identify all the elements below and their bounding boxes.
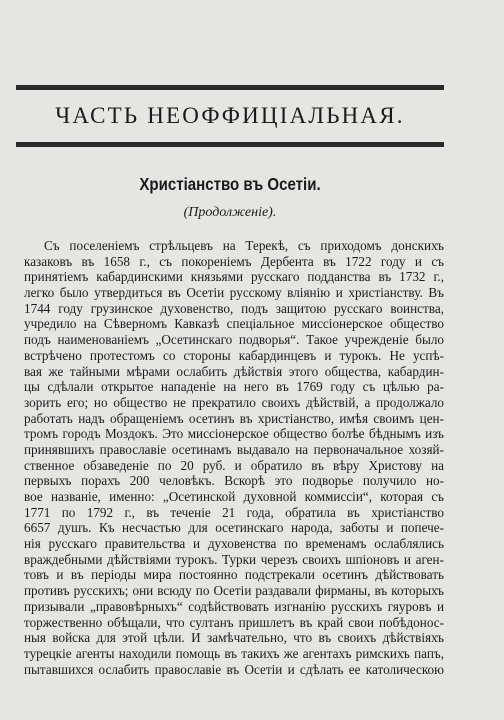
body-line: товъ и въ періоды мира постоянно подстрекали осетинъ дѣйствовать xyxy=(24,567,444,583)
body-line: казаковъ въ 1658 г., съ покореніемъ Дербента въ 1722 году и съ xyxy=(24,253,444,269)
body-line: подъ наименованіемъ „Осетинскаго подворья“. Такое учрежденіе было xyxy=(24,332,444,348)
article-title: Христіанство въ Осетіи. xyxy=(139,174,321,194)
body-line: тромъ городъ Моздокъ. Это миссіонерское общество болѣе бѣднымъ изъ xyxy=(24,426,444,442)
body-line: принятіемъ кабардинскими князьями русскаго подданства въ 1732 г., xyxy=(24,269,444,285)
body-line: цы сдѣлали открытое нападеніе на него въ 1769 году съ цѣлью ра- xyxy=(24,379,444,395)
body-line: пытавшихся ослабить православіе въ Осетіи и сдѣлать ее католическою xyxy=(24,661,444,677)
body-line: вая же тайными мѣрами ослабить дѣйствія этого общества, кабардин- xyxy=(24,363,444,379)
top-rule xyxy=(16,85,444,90)
body-line: торжественно обѣщали, что султанъ пришлетъ въ край свои побѣдонос- xyxy=(24,614,444,630)
article-subtitle: (Продолженіе). xyxy=(183,205,277,220)
body-line: ственное обзаведеніе по 20 руб. и обратило въ вѣру Христову на xyxy=(24,457,444,473)
body-line: зорить его; но общество не прекратило своихъ дѣйствій, а продолжало xyxy=(24,394,444,410)
article-body xyxy=(24,238,444,677)
body-line: учредило на Сѣверномъ Кавказѣ спеціальное миссіонерское общество xyxy=(24,316,444,332)
body-line: принявшихъ православіе осетинамъ выдавало на первоначальное хозяй- xyxy=(24,441,444,457)
body-line: работать надъ обращеніемъ осетинъ въ христіанство, имѣя своимъ цен- xyxy=(24,410,444,426)
body-line: ныя войска для этой цѣли. И замѣчательно, что въ своихъ дѣйствіяхъ xyxy=(24,630,444,646)
body-line: встрѣчено протестомъ со стороны кабардинцевъ и турокъ. Не успѣ- xyxy=(24,347,444,363)
body-line: Съ поселеніемъ стрѣльцевъ на Терекѣ, съ приходомъ донскихъ xyxy=(44,238,444,253)
body-line: турецкіе агенты находили помощь въ такихъ же агентахъ римскихъ папъ, xyxy=(24,645,444,661)
body-line: легко было утвердиться въ Осетіи русскому вліянію и христіанству. Въ xyxy=(24,285,444,301)
body-line: призывали „правовѣрныхъ“ содѣйствовать изгнанію русскихъ гяуровъ и xyxy=(24,598,444,614)
body-line: 1771 по 1792 г., въ теченіе 21 года, обратила въ христіанство xyxy=(24,504,444,520)
body-line: вое названіе, именно: „Осетинской духовной коммиссіи“, которая съ xyxy=(24,489,444,504)
body-line: 1744 году грузинское духовенство, подъ защитою русскаго воинства, xyxy=(24,300,444,316)
body-line: первыхъ порахъ 200 человѣкъ. Вскорѣ это подворье получило но- xyxy=(24,473,444,489)
body-line: враждебными дѣйствіями турокъ. Турки черезъ своихъ шпіоновъ и аген- xyxy=(24,551,444,567)
body-line: 6657 душъ. Къ несчастью для осетинскаго народа, заботы и попече- xyxy=(24,520,444,536)
body-line: противъ русскихъ; они всюду по Осетіи раздавали фирманы, въ которыхъ xyxy=(24,583,444,599)
body-line: нія русскаго правительства и духовенства по временамъ ослаблялись xyxy=(24,536,444,552)
section-title: ЧАСТЬ НЕОФФИЦІАЛЬНАЯ. xyxy=(55,103,405,128)
bottom-rule xyxy=(16,142,444,147)
